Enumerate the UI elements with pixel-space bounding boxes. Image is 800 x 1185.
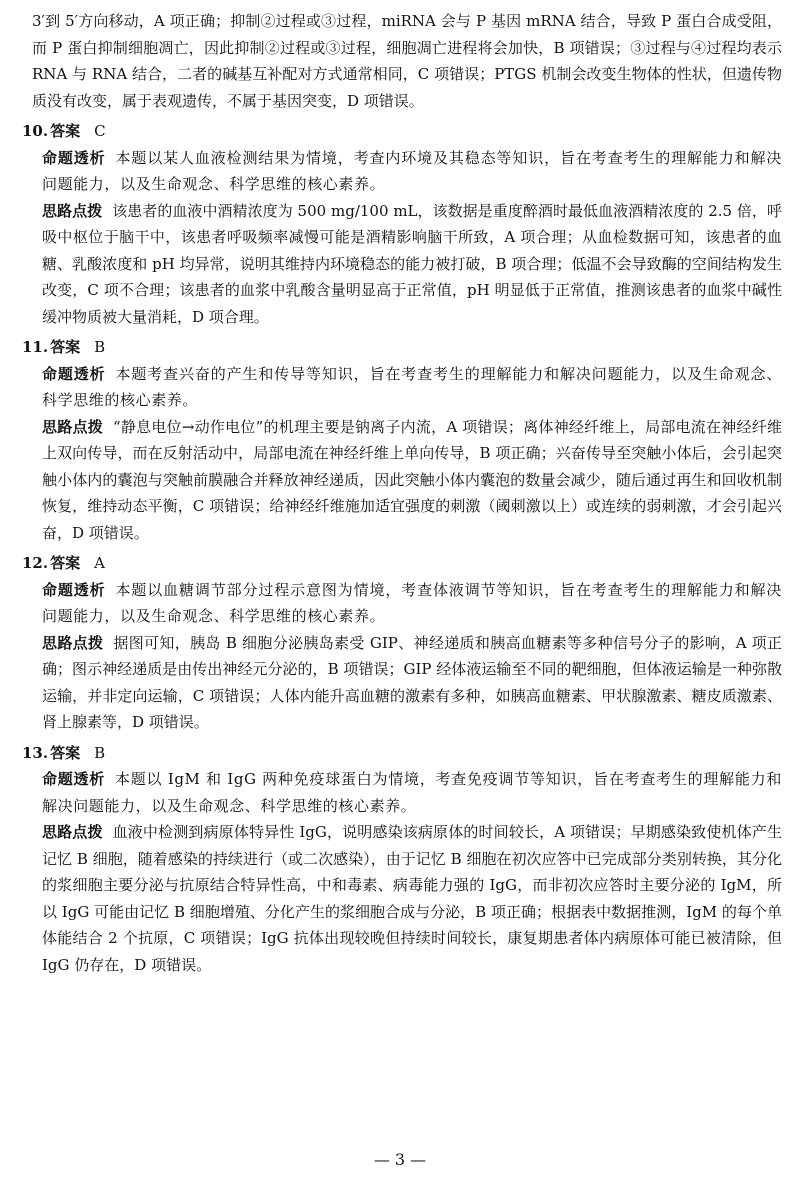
- analysis-text: 本题以血糖调节部分过程示意图为情境，考查体液调节等知识，旨在考查考生的理解能力和解决问题能力，以及生命观念、科学思维的核心素养。: [42, 580, 782, 625]
- hint-text: 据图可知，胰岛 B 细胞分泌胰岛素受 GIP、神经递质和胰高血糖素等多种信号分子的影响，A 项正确；图示神经递质是由传出神经元分泌的，B 项错误；GIP 经体液运输至不同的靶细胞，但体液运输是一种弥散运输，并非定向运输，C 项错误；人体内能升高血糖的激素有多种，如胰高血糖素、甲状腺激素、糖皮质激素、肾上腺素等，D 项错误。: [42, 633, 782, 731]
- analysis-text: 本题考查兴奋的产生和传导等知识，旨在考查考生的理解能力和解决问题能力，以及生命观念、科学思维的核心素养。: [42, 364, 782, 409]
- answer-line: [22, 334, 782, 361]
- answer-label: 答案: [50, 743, 81, 762]
- answer-label: 答案: [50, 122, 81, 140]
- answer-value: B: [94, 338, 106, 356]
- question-number: 13.: [22, 743, 49, 762]
- hint-label: 思路点拨: [42, 201, 103, 220]
- answer-label: 答案: [50, 338, 81, 356]
- hint-text: 该患者的血液中酒精浓度为 500 mg/100 mL，该数据是重度醉酒时最低血液酒精浓度的 2.5 倍，呼吸中枢位于脑干中，该患者呼吸频率减慢可能是酒精影响脑干所致，A 项合理；从血检数据可知，该患者的血糖、乳酸浓度和 pH 均异常，说明其维持内环境稳态的能力被打破，B 项合理；低温不会导致酶的空间结构发生改变，C 项不合理；该患者的血浆中乳酸含量明显高于正常值，pH 明显低于正常值，推测该患者的血浆中碱性缓冲物质被大量消耗，D 项合理。: [42, 201, 782, 326]
- hint-paragraph: [42, 819, 782, 978]
- question-number: 10.: [22, 122, 49, 140]
- hint-text: 血液中检测到病原体特异性 IgG，说明感染该病原体的时间较长，A 项错误；早期感染致使机体产生记忆 B 细胞，随着感染的持续进行（或二次感染），由于记忆 B 细胞在初次应答中已完成部分类别转换，其分化的浆细胞主要分泌与抗原结合特异性高，中和毒素、病毒能力强的 IgG，而非初次应答时主要分泌的 IgM，所以 IgG 可能由记忆 B 细胞增殖、分化产生的浆细胞合成与分泌，B 项正确；根据表中数据推测，IgM 的每个单体能结合 2 个抗原，C 项错误；IgG 抗体出现较晚但持续时间较长，康复期患者体内病原体可能已被清除，但 IgG 仍存在，D 项错误。: [42, 823, 782, 974]
- analysis-paragraph: [42, 766, 782, 819]
- question-number: 11.: [22, 338, 49, 356]
- analysis-text: 本题以某人血液检测结果为情境，考查内环境及其稳态等知识，旨在考查考生的理解能力和解决问题能力，以及生命观念、科学思维的核心素养。: [42, 148, 782, 193]
- hint-label: 思路点拨: [42, 417, 103, 436]
- hint-paragraph: [42, 198, 782, 331]
- answer-line: [22, 740, 782, 767]
- analysis-paragraph: [42, 361, 782, 414]
- hint-text: “静息电位→动作电位”的机理主要是钠离子内流，A 项错误；离体神经纤维上，局部电流在神经纤维上双向传导，而在反射活动中，局部电流在神经纤维上单向传导，B 项正确；兴奋传导至突触小体后，会引起突触小体内的囊泡与突触前膜融合并释放神经递质，因此突触小体内囊泡的数量会减少，随后通过再生和回收机制恢复，维持动态平衡，C 项错误；给神经纤维施加适宜强度的刺激（阈刺激以上）或连续的弱刺激，才会引起兴奋，D 项错误。: [42, 417, 782, 542]
- question-12: [22, 550, 782, 736]
- answer-line: [22, 550, 782, 577]
- answer-label: 答案: [50, 554, 81, 572]
- analysis-paragraph: [42, 577, 782, 630]
- analysis-paragraph: [42, 145, 782, 198]
- intro-paragraph: 3′到 5′方向移动，A 项正确；抑制②过程或③过程，miRNA 会与 P 基因 mRNA 结合，导致 P 蛋白合成受阻，而 P 蛋白抑制细胞凋亡，因此抑制②过程或③过程，细胞凋亡进程将会加快，B 项错误；③过程与④过程均表示 RNA 与 RNA 结合，二者的碱基互补配对方式通常相同，C 项错误；PTGS 机制会改变生物体的性状，但遗传物质没有改变，属于表观遗传，不属于基因突变，D 项错误。: [32, 12, 782, 110]
- analysis-label: 命题透析: [42, 770, 106, 788]
- page-number: — 3 —: [373, 1150, 427, 1169]
- question-13: [22, 740, 782, 979]
- answer-value: C: [94, 122, 106, 140]
- hint-label: 思路点拨: [42, 823, 103, 841]
- analysis-text: 本题以 IgM 和 IgG 两种免疫球蛋白为情境，考查免疫调节等知识，旨在考查考生的理解能力和解决问题能力，以及生命观念、科学思维的核心素养。: [42, 770, 782, 815]
- analysis-label: 命题透析: [42, 364, 106, 383]
- analysis-label: 命题透析: [42, 148, 106, 167]
- question-number: 12.: [22, 554, 49, 572]
- question-10: [22, 118, 782, 330]
- hint-paragraph: [42, 414, 782, 547]
- question-11: [22, 334, 782, 546]
- answer-value: B: [94, 743, 106, 762]
- hint-label: 思路点拨: [42, 633, 104, 652]
- answer-value: A: [94, 554, 105, 572]
- analysis-label: 命题透析: [42, 580, 106, 599]
- answer-line: [22, 118, 782, 145]
- hint-paragraph: [42, 630, 782, 736]
